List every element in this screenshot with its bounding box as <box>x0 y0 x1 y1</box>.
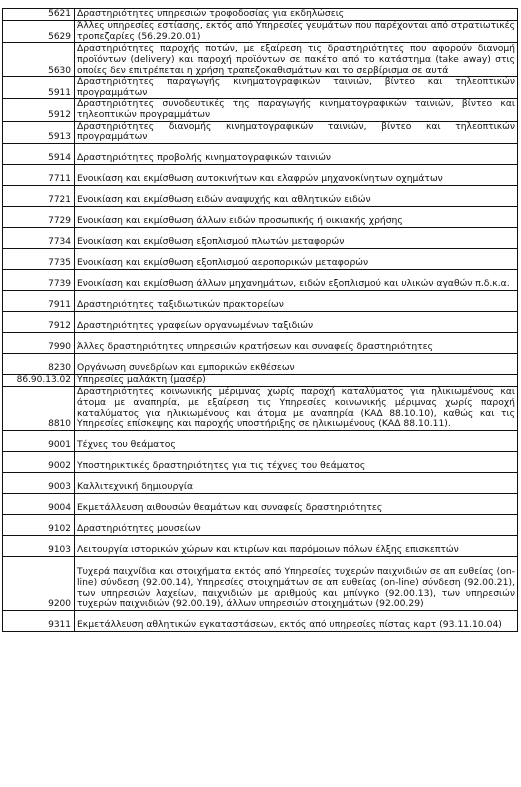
activity-code: 9003 <box>3 472 75 493</box>
table-row <box>3 514 518 535</box>
table-row <box>3 43 518 77</box>
activity-description: Ενοικίαση και εκμίσθωση εξοπλισμού πλωτών μεταφορών <box>75 227 518 248</box>
table-row <box>3 472 518 493</box>
activity-description: Υπηρεσίες μαλάκτη (μασέρ) <box>75 374 518 386</box>
table-row <box>3 248 518 269</box>
table-row <box>3 9 518 21</box>
activity-code: 9311 <box>3 610 75 631</box>
activity-description: Ενοικίαση και εκμίσθωση άλλων ειδών προσωπικής ή οικιακής χρήσης <box>75 206 518 227</box>
table-row <box>3 556 518 610</box>
table-row <box>3 21 518 43</box>
table-row <box>3 290 518 311</box>
activity-code: 5913 <box>3 121 75 143</box>
activity-description: Δραστηριότητες παροχής ποτών, με εξαίρεση τις δραστηριότητες που αφορούν διανομή προϊόντων (delivery) και παροχή προϊόντων σε πακέτο από το κατάστημα (take away) στις οποίες δεν επιτρέπεται η χρήση τραπεζοκαθισμάτων και το σερβίρισμα σε αυτά <box>75 43 518 77</box>
activity-code: 9001 <box>3 430 75 451</box>
table-row <box>3 143 518 164</box>
activity-code: 7734 <box>3 227 75 248</box>
table-row <box>3 311 518 332</box>
table-row <box>3 610 518 631</box>
activity-code: 5630 <box>3 43 75 77</box>
activity-code: 9103 <box>3 535 75 556</box>
table-row <box>3 227 518 248</box>
activity-code: 7739 <box>3 269 75 290</box>
activity-description: Άλλες δραστηριότητες υπηρεσιών κρατήσεων και συναφείς δραστηριότητες <box>75 332 518 353</box>
table-row <box>3 374 518 386</box>
table-row <box>3 164 518 185</box>
table-row <box>3 451 518 472</box>
activity-description: Εκμετάλλευση αθλητικών εγκαταστάσεων, εκτός από υπηρεσίες πίστας καρτ (93.11.10.04) <box>75 610 518 631</box>
table-row <box>3 430 518 451</box>
activity-code: 7735 <box>3 248 75 269</box>
activity-description: Δραστηριότητες προβολής κινηματογραφικών ταινιών <box>75 143 518 164</box>
activity-description: Καλλιτεχνική δημιουργία <box>75 472 518 493</box>
activity-code: 7721 <box>3 185 75 206</box>
activity-code: 7911 <box>3 290 75 311</box>
activity-description: Εκμετάλλευση αιθουσών θεαμάτων και συναφείς δραστηριότητες <box>75 493 518 514</box>
activity-code: 7711 <box>3 164 75 185</box>
activity-description: Δραστηριότητες κοινωνικής μέριμνας χωρίς παροχή καταλύματος για ηλικιωμένους και άτομα με αναπηρία, με εξαίρεση τις Υπηρεσίες κοινωνικής μέριμνας χωρίς παροχή καταλύματος για ηλικιωμένους και άτομα με αναπηρία (ΚΑΔ 88.10.10), καθώς και τις Υπηρεσίες επίσκεψης και παροχής υποστήριξης σε ηλικιωμένους (ΚΑΔ 88.10.11). <box>75 386 518 430</box>
table-row <box>3 99 518 121</box>
activity-description: Δραστηριότητες μουσείων <box>75 514 518 535</box>
activity-description: Δραστηριότητες ταξιδιωτικών πρακτορείων <box>75 290 518 311</box>
activity-description: Δραστηριότητες συνοδευτικές της παραγωγής κινηματογραφικών ταινιών, βίντεο και τηλεοπτικών προγραμμάτων <box>75 99 518 121</box>
table-row <box>3 353 518 374</box>
activity-code: 5912 <box>3 99 75 121</box>
activity-code: 5621 <box>3 9 75 21</box>
activity-codes-table <box>2 8 518 632</box>
activity-description: Ενοικίαση και εκμίσθωση ειδών αναψυχής και αθλητικών ειδών <box>75 185 518 206</box>
table-row <box>3 77 518 99</box>
activity-code: 8810 <box>3 386 75 430</box>
activity-code: 8230 <box>3 353 75 374</box>
activity-code: 5914 <box>3 143 75 164</box>
activity-description: Υποστηρικτικές δραστηριότητες για τις τέχνες του θεάματος <box>75 451 518 472</box>
activity-description: Δραστηριότητες γραφείων οργανωμένων ταξιδιών <box>75 311 518 332</box>
activity-code: 7990 <box>3 332 75 353</box>
table-row <box>3 185 518 206</box>
activity-description: Λειτουργία ιστορικών χώρων και κτιρίων και παρόμοιων πόλων έλξης επισκεπτών <box>75 535 518 556</box>
activity-code: 9002 <box>3 451 75 472</box>
table-row <box>3 121 518 143</box>
activity-description: Άλλες υπηρεσίες εστίασης, εκτός από Υπηρεσίες γευμάτων που παρέχονται από στρατιωτικές τροπεζαρίες (56.29.20.01) <box>75 21 518 43</box>
activity-code: 5629 <box>3 21 75 43</box>
table-row <box>3 269 518 290</box>
activity-code: 5911 <box>3 77 75 99</box>
activity-description: Τέχνες του θεάματος <box>75 430 518 451</box>
table-row <box>3 206 518 227</box>
activity-description: Δραστηριότητες υπηρεσιών τροφοδοσίας για εκδηλώσεις <box>75 9 518 21</box>
activity-code: 86.90.13.02 <box>3 374 75 386</box>
activity-description: Οργάνωση συνεδρίων και εμπορικών εκθέσεων <box>75 353 518 374</box>
table-row <box>3 493 518 514</box>
activity-description: Τυχερά παιχνίδια και στοιχήματα εκτός από Υπηρεσίες τυχερών παιχνιδιών σε απ ευθείας (on-line) σύνδεση (92.00.14), Υπηρεσίες στοιχημάτων σε απ ευθείας (on-line) σύνδεση (92.00.21), των υπηρεσιών λαχείων, παιχνιδιών με αριθμούς και μπίνγκο (92.00.13), των υπηρεσιών τυχερών παιχνιδιών (92.00.19), άλλων υπηρεσιών στοιχημάτων (92.00.29) <box>75 556 518 610</box>
activity-code: 7912 <box>3 311 75 332</box>
activity-description: Δραστηριότητες παραγωγής κινηματογραφικών ταινιών, βίντεο και τηλεοπτικών προγραμμάτων <box>75 77 518 99</box>
activity-description: Δραστηριότητες διανομής κινηματογραφικών ταινιών, βίντεο και τηλεοπτικών προγραμμάτων <box>75 121 518 143</box>
activity-code: 7729 <box>3 206 75 227</box>
table-row <box>3 535 518 556</box>
activity-code: 9200 <box>3 556 75 610</box>
table-row <box>3 332 518 353</box>
activity-description: Ενοικίαση και εκμίσθωση άλλων μηχανημάτων, ειδών εξοπλισμού και υλικών αγαθών π.δ.κ.α. <box>75 269 518 290</box>
activity-code: 9004 <box>3 493 75 514</box>
activity-code: 9102 <box>3 514 75 535</box>
activity-description: Ενοικίαση και εκμίσθωση εξοπλισμού αεροπορικών μεταφορών <box>75 248 518 269</box>
table-row <box>3 386 518 430</box>
activity-description: Ενοικίαση και εκμίσθωση αυτοκινήτων και ελαφρών μηχανοκίνητων οχημάτων <box>75 164 518 185</box>
